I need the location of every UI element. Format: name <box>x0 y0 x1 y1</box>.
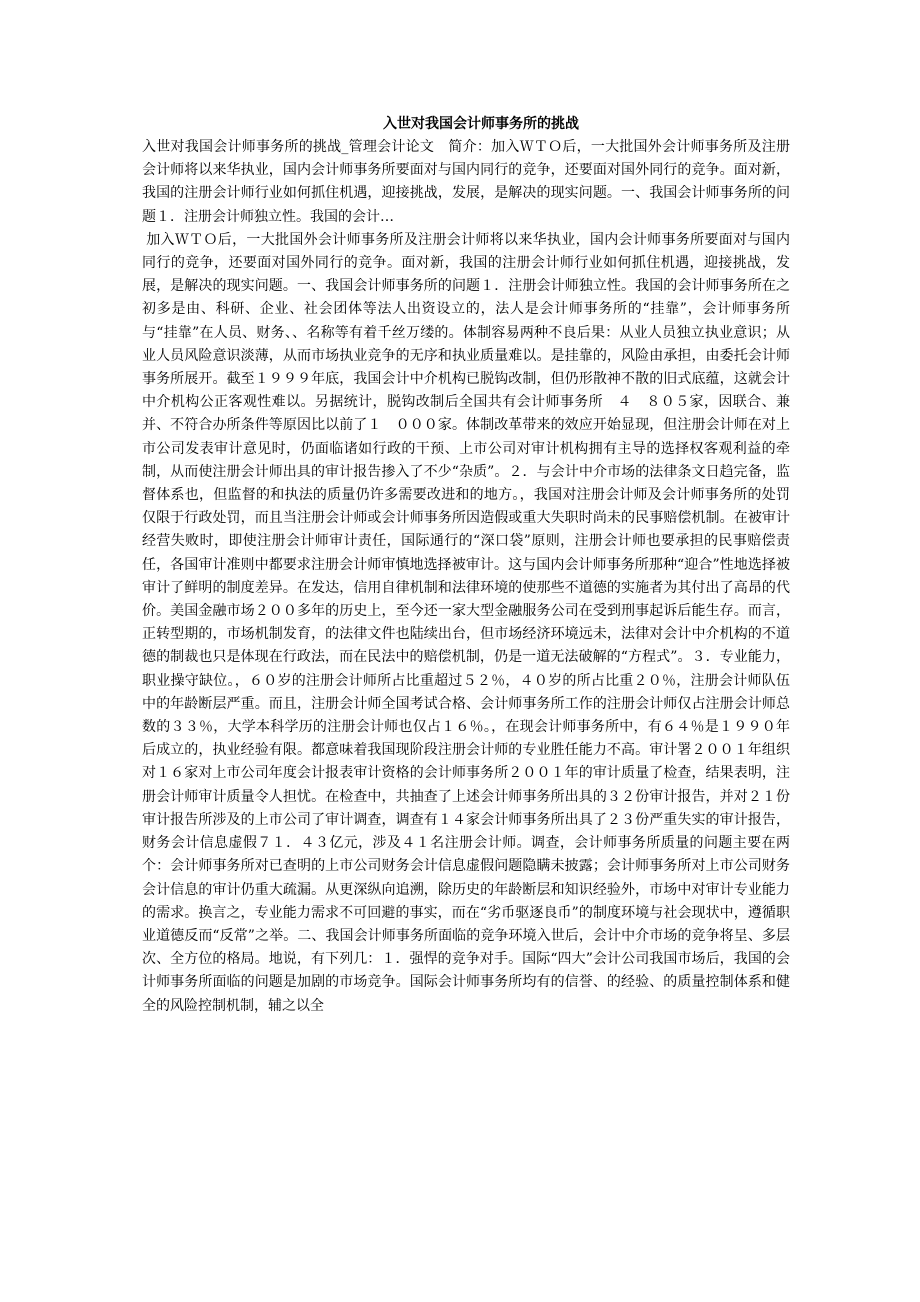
document-page <box>142 112 790 1018</box>
document-title: 入世对我国会计师事务所的挑战 <box>383 116 579 132</box>
body-paragraph: 加入ＷＴＯ后，一大批国外会计师事务所及注册会计师将以来华执业，国内会计师事务所要面对与国内同行的竞争，还要面对国外同行的竞争。面对新，我国的注册会计师行业如何抓住机遇，迎接挑战，发展，是解决的现实问题。一、我国会计师事务所的问题１．注册会计师独立性。我国的会计师事务所在之初多是由、科研、企业、社会团体等法人出资设立的，法人是会计师事务所的“挂靠”，会计师事务所与“挂靠”在人员、财务、、名称等有着千丝万缕的。体制容易两种不良后果：从业人员独立执业意识；从业人员风险意识淡薄，从而市场执业竞争的无序和执业质量难以。是挂靠的，风险由承担，由委托会计师事务所展开。截至１９９９年底，我国会计中介机构已脱钩改制，但仍形散神不散的旧式底蕴，这就会计中介机构公正客观性难以。另据统计，脱钩改制后全国共有会计师事务所 ４ ８０５家，因联合、兼并、不符合办所条件等原因比以前了１ ０００家。体制改革带来的效应开始显现，但注册会计师在对上市公司发表审计意见时，仍面临诸如行政的干预、上市公司对审计机构拥有主导的选择权客观利益的牵制，从而使注册会计师出具的审计报告掺入了不少“杂质”。２．与会计中介市场的法律条文日趋完备，监督体系也，但监督的和执法的质量仍许多需要改进和的地方。，我国对注册会计师及会计师事务所的处罚仅限于行政处罚，而且当注册会计师或会计师事务所因造假或重大失职时尚未的民事赔偿机制。在被审计经营失败时，即使注册会计师审计责任，国际通行的“深口袋”原则，注册会计师也要承担的民事赔偿责任，各国审计准则中都要求注册会计师审慎地选择被审计。这与国内会计师事务所那种“迎合”性地选择被审计了鲜明的制度差异。在发达，信用自律机制和法律环境的使那些不道德的实施者为其付出了高昂的代价。美国金融市场２００多年的历史上，至今还一家大型金融服务公司在受到刑事起诉后能生存。而言，正转型期的，市场机制发育，的法律文件也陆续出台，但市场经济环境远未，法律对会计中介机构的不道德的制裁也只是体现在行政法，而在民法中的赔偿机制，仍是一道无法破解的“方程式”。３．专业能力，职业操守缺位。，６０岁的注册会计师所占比重超过５２％，４０岁的所占比重２０％，注册会计师队伍中的年龄断层严重。而且，注册会计师全国考试合格、会计师事务所工作的注册会计师仅占注册会计师总数的３３％，大学本科学历的注册会计师也仅占１６％。，在现会计师事务所中，有６４％是１９９０年后成立的，执业经验有限。都意味着我国现阶段注册会计师的专业胜任能力不高。审计署２００１年组织对１６家对上市公司年度会计报表审计资格的会计师事务所２００１年的审计质量了检查，结果表明，注册会计师审计质量令人担忧。在检查中，共抽查了上述会计师事务所出具的３２份审计报告，并对２１份审计报告所涉及的上市公司了审计调查，调查有１４家会计师事务所出具了２３份严重失实的审计报告，财务会计信息虚假７１．４３亿元，涉及４１名注册会计师。调查，会计师事务所质量的问题主要在两个：会计师事务所对已查明的上市公司财务会计信息虚假问题隐瞒未披露；会计师事务所对上市公司财务会计信息的审计仍重大疏漏。从更深纵向追溯，除历史的年龄断层和知识经验外，市场中对审计专业能力的需求。换言之，专业能力需求不可回避的事实，而在“劣币驱逐良币”的制度环境与社会现状中，遵循职业道德反而“反常”之举。二、我国会计师事务所面临的竞争环境入世后，会计中介市场的竞争将呈、多层次、全方位的格局。地说，有下列几：１．强悍的竞争对手。国际“四大”会计公司我国市场后，我国的会计师事务所面临的问题是加剧的市场竞争。国际会计师事务所均有的信誉、的经验、的质量控制体系和健全的风险控制机制，辅之以全 <box>142 231 790 1014</box>
summary-paragraph: 入世对我国会计师事务所的挑战_管理会计论文 简介：加入ＷＴＯ后，一大批国外会计师事务所及注册会计师将以来华执业，国内会计师事务所要面对与国内同行的竞争，还要面对国外同行的竞争。面对新，我国的注册会计师行业如何抓住机遇，迎接挑战，发展，是解决的现实问题。一、我国会计师事务所的问题１．注册会计师独立性。我国的会计… <box>142 139 790 225</box>
